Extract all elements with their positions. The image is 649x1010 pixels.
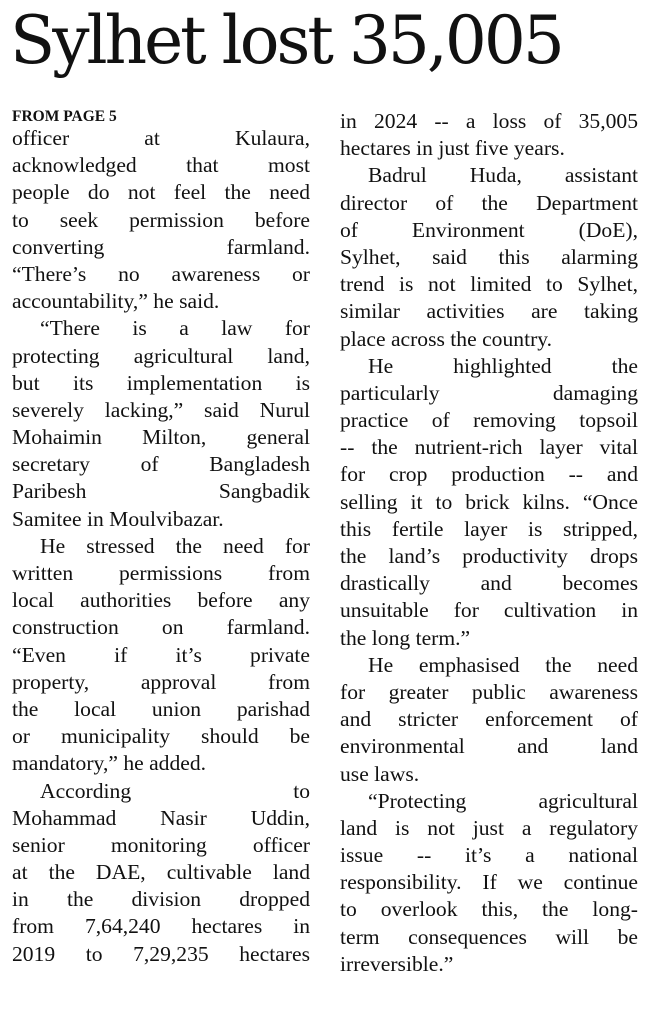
text-line: in the division dropped [12, 887, 310, 912]
article-column-right [340, 108, 638, 978]
text-line: converting farmland. [12, 234, 310, 259]
headline: Sylhet lost 35,005 [10, 2, 562, 79]
text-line: Sylhet, said this alarming [340, 244, 638, 269]
text-line: severely lacking,” said Nurul [12, 397, 310, 422]
text-line: to overlook this, the long- [340, 897, 638, 922]
text-line: to seek permission before [12, 207, 310, 232]
text-line: director of the Department [340, 190, 638, 215]
text-line: “There is a law for [40, 316, 310, 341]
text-line: secretary of Bangladesh [12, 452, 310, 477]
text-line: land is not just a regulatory [340, 815, 638, 840]
text-line: irreversible.” [340, 951, 454, 976]
text-line: He highlighted the [368, 353, 638, 378]
text-line: protecting agricultural land, [12, 343, 310, 368]
text-line: He emphasised the need [368, 652, 638, 677]
text-line: but its implementation is [12, 370, 310, 395]
text-line: accountability,” he said. [12, 289, 220, 314]
text-line: for crop production -- and [340, 462, 638, 487]
text-line: the land’s productivity drops [340, 544, 638, 568]
text-line: officer at Kulaura, [12, 126, 310, 150]
text-line: the long term.” [340, 625, 471, 650]
text-line: practice of removing topsoil [340, 408, 638, 433]
text-line: or municipality should be [12, 724, 310, 749]
text-line: term consequences will be [340, 924, 638, 949]
text-line: Paribesh Sangbadik [12, 479, 310, 504]
text-line: for greater public awareness [340, 679, 638, 704]
text-line: written permissions from [12, 561, 310, 585]
text-line: use laws. [340, 761, 420, 786]
text-line: -- the nutrient-rich layer vital [340, 435, 638, 460]
text-line: at the DAE, cultivable land [12, 860, 310, 885]
text-line: environmental and land [340, 734, 638, 759]
text-line: senior monitoring officer [12, 832, 310, 857]
text-line: construction on farmland. [12, 615, 310, 640]
text-line: “Protecting agricultural [368, 788, 638, 813]
text-line: Samitee in Moulvibazar. [12, 506, 224, 531]
text-line: similar activities are taking [340, 299, 638, 324]
text-line: “Even if it’s private [12, 642, 310, 667]
text-line: selling it to brick kilns. “Once [340, 489, 638, 514]
text-line: particularly damaging [340, 380, 638, 405]
text-line: acknowledged that most [12, 153, 310, 178]
text-line: property, approval from [12, 669, 310, 694]
continued-from-label: FROM PAGE 5 [12, 108, 117, 125]
text-line: issue -- it’s a national [340, 843, 638, 868]
text-line: responsibility. If we continue [340, 870, 638, 895]
text-line: hectares in just five years. [340, 136, 565, 161]
text-line: of Environment (DoE), [340, 217, 638, 242]
text-line: people do not feel the need [12, 180, 310, 205]
text-line: Mohaimin Milton, general [12, 425, 310, 450]
text-line: Mohammad Nasir Uddin, [12, 805, 310, 830]
text-line: 2019 to 7,29,235 hectares [12, 941, 310, 966]
text-line: trend is not limited to Sylhet, [340, 272, 638, 297]
article-column-left [12, 125, 310, 968]
text-line: drastically and becomes [340, 571, 638, 596]
text-line: According to [40, 778, 310, 803]
text-line: Badrul Huda, assistant [368, 163, 638, 188]
text-line: “There’s no awareness or [12, 261, 310, 286]
text-line: mandatory,” he added. [12, 751, 207, 776]
text-line: local authorities before any [12, 588, 310, 613]
text-line: and stricter enforcement of [340, 707, 638, 732]
text-line: place across the country. [340, 326, 553, 351]
text-line: from 7,64,240 hectares in [12, 914, 310, 939]
text-line: He stressed the need for [40, 533, 310, 558]
text-line: the local union parishad [12, 696, 310, 721]
text-line: this fertile layer is stripped, [340, 516, 638, 541]
text-line: in 2024 -- a loss of 35,005 [340, 109, 638, 133]
text-line: unsuitable for cultivation in [340, 598, 638, 623]
